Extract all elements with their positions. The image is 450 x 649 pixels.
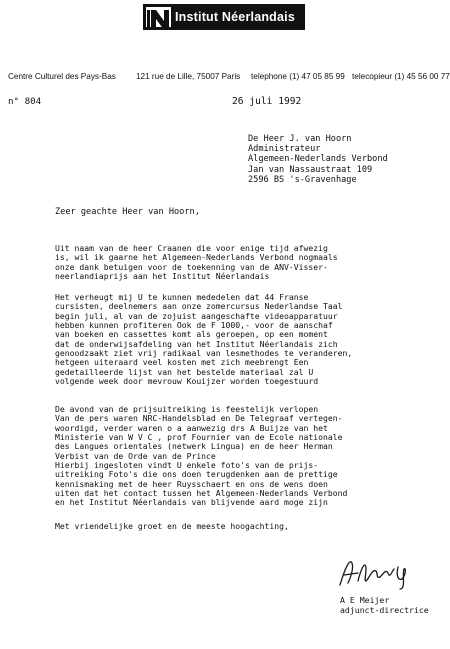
text-line: hetgeen uiteraard veel kosten met zich meebrengt Een [55,357,309,368]
salutation: Zeer geachte Heer van Hoorn, [55,207,200,217]
body-paragraph-4 [55,461,347,508]
text-line: genoodzaakt ziet vrij radikaal van lesmethodes te veranderen, [55,348,353,359]
reference-number: n° 804 [8,96,42,107]
contact-centre: Centre Culturel des Pays-Bas [8,72,116,81]
letter-date: 26 juli 1992 [232,96,302,107]
signatory-name: A E Meijer [340,595,390,605]
contact-telecopieur: telecopieur (1) 45 56 00 77 [352,72,450,81]
recipient-line: De Heer J. van Hoorn [248,134,352,144]
text-line: en het Institut Néerlandais van blijvende aard moge zijn [55,497,328,508]
handwritten-signature [336,555,416,591]
text-line: is, wil ik gaarne het Algemeen-Nederlands Verbond nogmaals [55,252,338,263]
text-line: uitreiking Foto's die ons doen terugdenken aan de prettige [55,469,338,480]
text-line: dat de onderwijsafdeling van het Institut Néerlandais zich [55,338,338,349]
text-line: woordigd, verder waren o a aanwezig drs A Buijze van het [55,422,328,433]
text-line: Uit naam van de heer Craanen die voor enige tijd afwezig [55,243,328,253]
recipient-line: Algemeen-Nederlands Verbond [248,154,388,165]
signatory-block [340,596,429,615]
signatory-title: adjunct-directrice [340,604,429,615]
contact-telephone: telephone (1) 47 05 85 99 [251,72,345,81]
recipient-address [248,134,388,185]
recipient-line: Administrateur [248,144,321,155]
text-line: kennismaking met de heer Ruysschaert en ons de wens doen [55,478,328,489]
text-line: van boeken en cassettes komt als geroepen, op een moment [55,329,328,340]
contact-address: 121 rue de Lille, 75007 Paris [136,72,241,81]
text-line: onze dank betuigen voor de toekenning van de ANV-Visser- [55,261,328,272]
text-line: neerlandiaprijs aan het Institut Néerlandais [55,271,270,282]
text-line: Ministerie van W V C , prof Fournier van de Ecole nationale [55,432,343,443]
text-line: uiten dat het contact tussen het Algemeen-Nederlands Verbond [55,488,348,499]
body-paragraph-1 [55,244,338,281]
body-paragraph-2 [55,293,352,386]
text-line: des Langues orientales (netwerk Lingua) en de heer Herman [55,441,333,452]
text-line: Van de pers waren NRC-Handelsblad en De Telegraaf vertegen- [55,413,343,424]
recipient-line: Jan van Nassaustraat 109 [248,164,373,175]
text-line: begin juli, al van de zojuist aangeschafte videoapparatuur [55,310,338,321]
text-line: Hierbij ingesloten vindt U enkele foto's van de prijs- [55,460,319,470]
letterhead-logo [143,4,305,30]
text-line: De avond van de prijsuitreiking is feestelijk verlopen [55,404,319,414]
text-line: hebben kunnen profiteren Ook de F 1000,- voor de aanschaf [55,320,333,331]
closing-line: Met vriendelijke groet en de meeste hoogachting, [55,521,289,531]
text-line: Verbist van de Orde van de Prince [55,450,216,461]
organization-name: Institut Néerlandais [171,4,305,30]
body-paragraph-3 [55,405,343,461]
text-line: Het verheugt mij U te kunnen mededelen dat 44 Franse [55,292,309,302]
text-line: volgende week door mevrouw Kouijzer worden toegestuurd [55,376,319,387]
institut-logo-icon [143,4,171,30]
text-line: gedetailleerde lijst van het bestelde materiaal zal U [55,366,314,377]
text-line: cursisten, deelnemers aan onze zomercursus Nederlandse Taal [55,301,343,312]
recipient-line: 2596 BS 's-Gravenhage [248,174,357,185]
